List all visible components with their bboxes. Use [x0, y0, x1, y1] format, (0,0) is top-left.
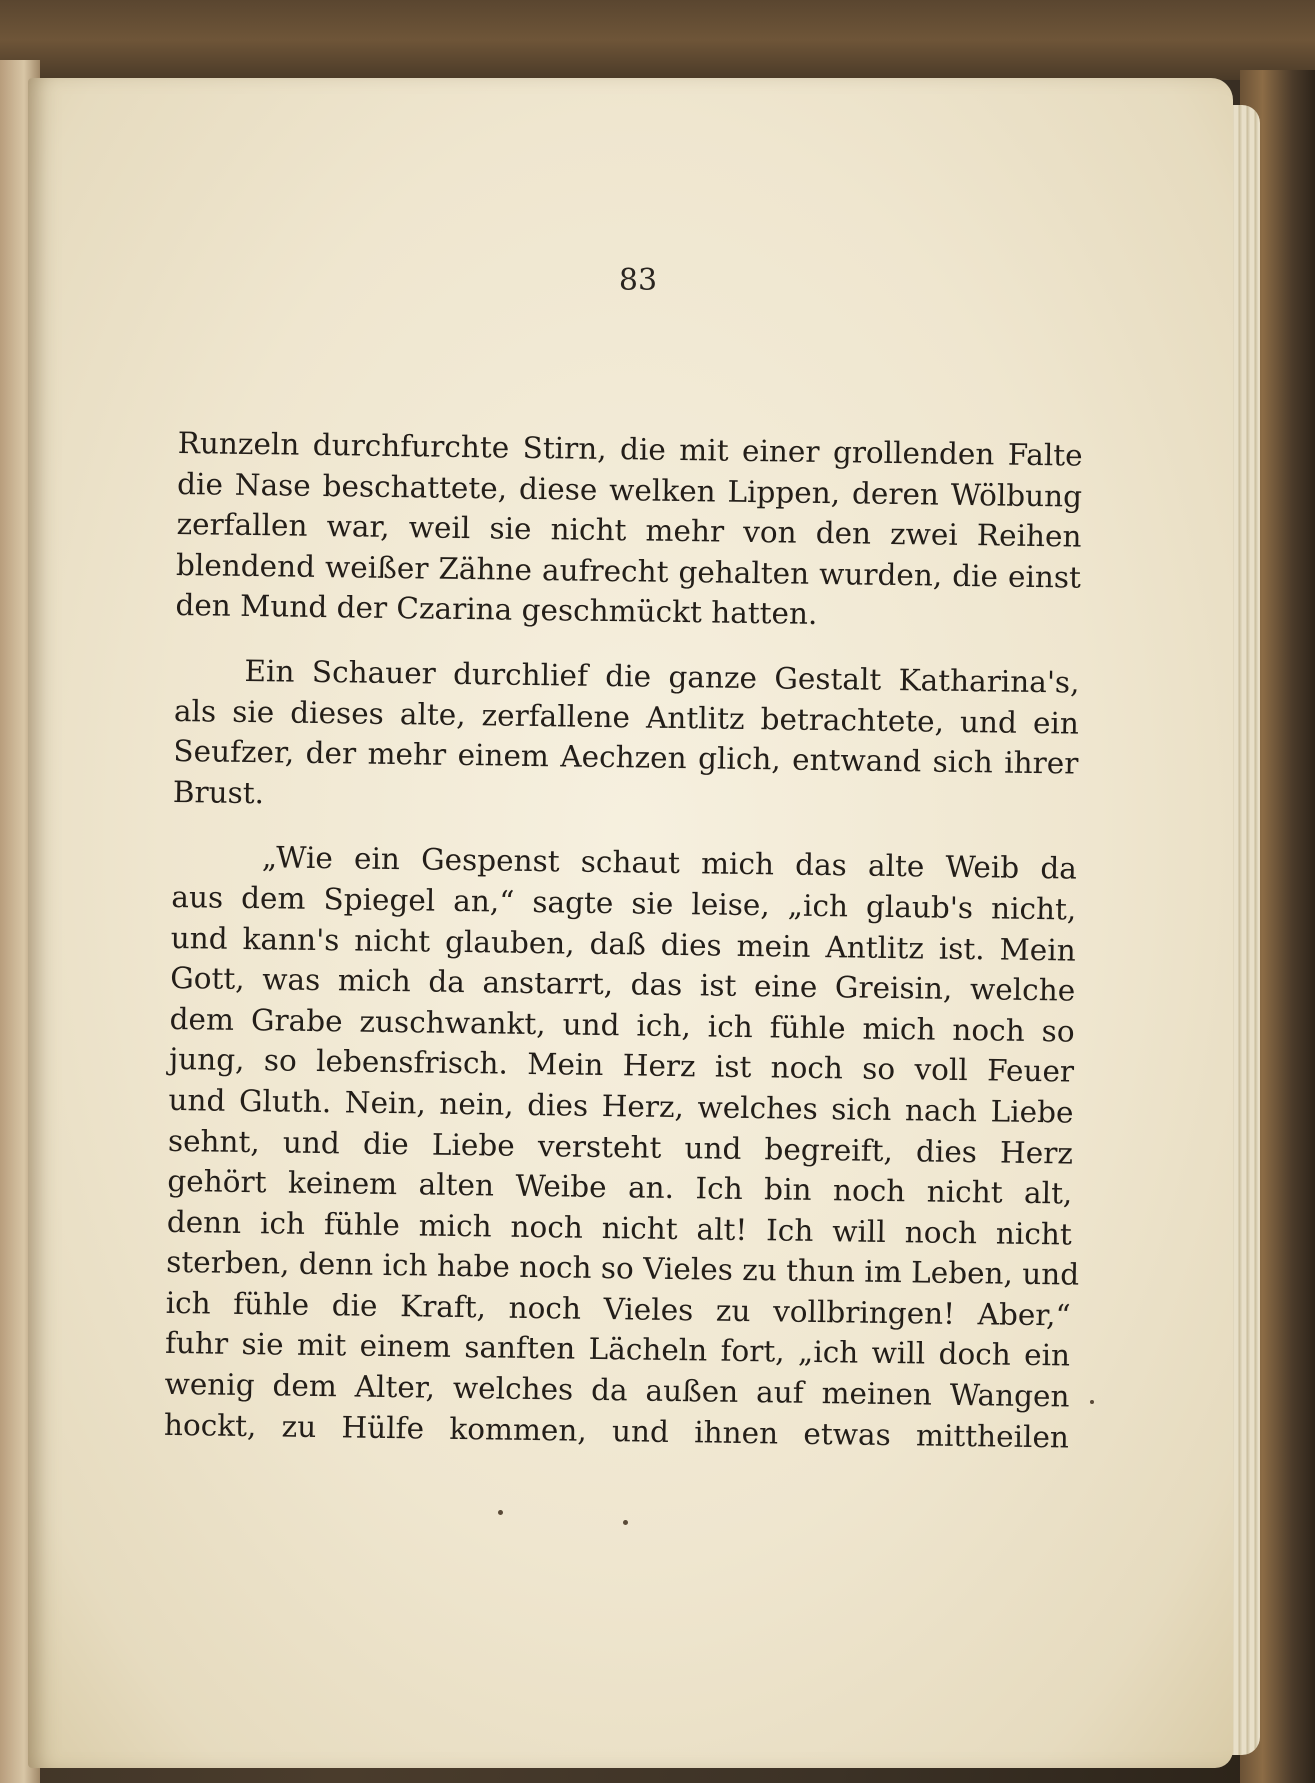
text-line: denn ich fühle mich noch nicht alt! Ich will noch nicht [166, 1204, 1072, 1252]
text-line: jung, so lebensfrisch. Mein Herz ist noch so voll Feuer [168, 1042, 1075, 1089]
text-line: blendend weißer Zähne aufrecht gehalten wurden, die einst [175, 547, 1082, 595]
text-line: hockt, zu Hülfe kommen, und ihnen etwas mittheilen [163, 1407, 1070, 1455]
text-line: sehnt, und die Liebe versteht und begreift, dies Herz [167, 1123, 1074, 1171]
text-line: ich fühle die Kraft, noch Vieles zu vollbringen! Aber,“ [165, 1285, 1071, 1333]
paragraph-3 [163, 836, 1080, 1457]
text-line: Seufzer, der mehr einem Aechzen glich, entwand sich ihrer [173, 734, 1079, 781]
paragraph-2 [173, 650, 1080, 825]
text-line: und Gluth. Nein, nein, dies Herz, welches sich nach Liebe [168, 1082, 1074, 1130]
text-line: Ein Schauer durchlief die ganze Gestalt Katharina's, [244, 653, 1080, 700]
text-line: als sie dieses alte, zerfallene Antlitz betrachtete, und ein [173, 693, 1080, 741]
text-line: und kann's nicht glauben, daß dies mein Antlitz ist. Mein [170, 920, 1076, 968]
ink-speck [498, 1510, 503, 1515]
text-line: „Wie ein Gespenst schaut mich das alte Weib da [261, 840, 1078, 886]
text-line: Brust. [172, 774, 265, 810]
text-line: den Mund der Czarina geschmückt hatten. [175, 588, 818, 632]
text-line: zerfallen war, weil sie nicht mehr von den zwei Reihen [176, 507, 1082, 554]
page-text [163, 423, 1083, 1526]
text-line: gehört keinem alten Weibe an. Ich bin noch nicht alt, [167, 1164, 1073, 1211]
book-page [28, 78, 1233, 1768]
text-line: dem Grabe zuschwankt, und ich, ich fühle mich noch so [169, 1001, 1075, 1049]
text-line: fuhr sie mit einem sanften Lächeln fort, „ich will doch ein [164, 1326, 1071, 1374]
text-line: die Nase beschattete, diese welken Lippen, deren Wölbung [176, 466, 1083, 514]
text-line: Gott, was mich da anstarrt, das ist eine Greisin, welche [170, 961, 1076, 1008]
text-line: sterben, denn ich habe noch so Vieles zu thun im Leben, und [166, 1245, 1080, 1292]
text-line: wenig dem Alter, welches da außen auf meinen Wangen [164, 1366, 1070, 1414]
ink-speck [623, 1520, 628, 1525]
cover-top-edge [0, 0, 1315, 80]
text-line: Runzeln durchfurchte Stirn, die mit einer grollenden Falte [177, 425, 1083, 473]
text-line: aus dem Spiegel an,“ sagte sie leise, „ich glaub's nicht, [171, 879, 1077, 927]
ink-speck [1090, 1400, 1094, 1404]
paragraph-1 [175, 423, 1083, 639]
page-number: 83 [618, 263, 658, 298]
